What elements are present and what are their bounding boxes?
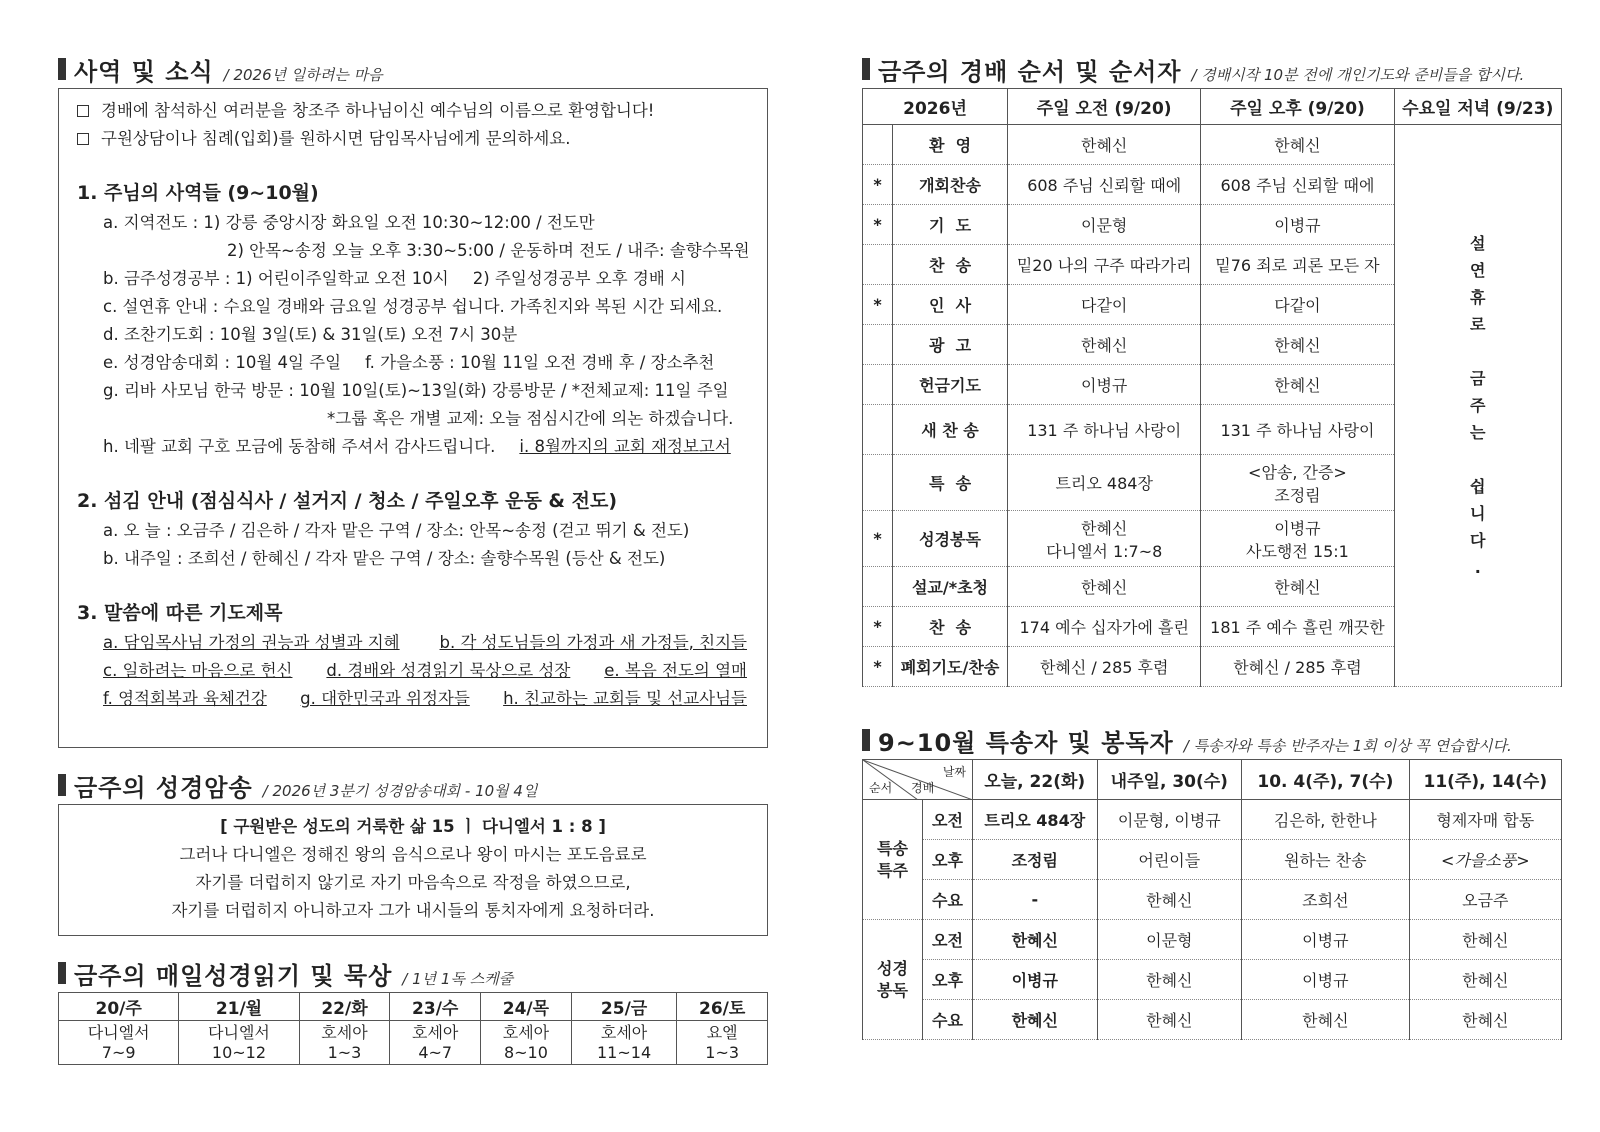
reader-cell: 한혜신 [1409,920,1561,960]
reader-cell: 한혜신 [973,1000,1098,1040]
order-item: 인 사 [893,285,1008,325]
corner-date: 날짜 [942,765,966,779]
order-am-cell: 한혜신 [1008,325,1201,365]
prayer-row: a. 담임목사님 가정의 권능과 성별과 지혜 b. 각 성도님들의 가정과 새 가정들, 친지들 [103,633,747,652]
order-am-cell: 이문형 [1008,205,1201,245]
verse-line: 그러나 다니엘은 정해진 왕의 음식으로나 왕이 마시는 포도음료로 [179,845,647,864]
order-pm-cell: 한혜신 / 285 후렴 [1201,647,1394,687]
order-item: 찬 송 [893,607,1008,647]
ministry-line: *그룹 혹은 개별 교제: 오늘 점심시간에 의논 하겠습니다. [327,409,734,428]
reader-cell: 형제자매 합동 [1409,800,1561,840]
readers-header [862,723,1562,757]
reader-cell: 어린이들 [1097,840,1242,880]
date-header: 내주일, 30(수) [1097,760,1242,800]
reading-subtitle: / 1년 1독 스케줄 [402,970,514,988]
service-line: a. 오 늘 : 오금주 / 김은하 / 각자 맡은 구역 / 장소: 안목~송정 (걷고 뛰기 & 전도) [103,521,690,540]
ministry-heading: 1. 주님의 사역들 (9~10월) [77,182,319,204]
readers-subtitle: / 특송자와 특송 반주자는 1회 이상 꼭 연습합시다. [1183,737,1512,755]
reading-cell: 호세아 1~3 [299,1021,390,1065]
order-item: 특 송 [893,455,1008,511]
reader-cell: 한혜신 [1242,1000,1410,1040]
reader-row [863,840,1562,880]
date-header: 10. 4(주), 7(수) [1242,760,1410,800]
checkbox-icon [77,105,89,117]
sunday-pm-header: 주일 오후 (9/20) [1201,89,1394,125]
order-am-cell: 174 예수 십자가에 흘린 [1008,607,1201,647]
order-pm-cell: 한혜신 [1201,567,1394,607]
order-am-cell: 이병규 [1008,365,1201,405]
order-pm-cell: 이병규 사도행전 15:1 [1201,511,1394,567]
prayer-row: c. 일하려는 마음으로 헌신 d. 경배와 성경읽기 묵상으로 성장 e. 복음 전도의 열매 [103,661,747,680]
order-item: 새 찬 송 [893,405,1008,455]
order-item: 개회찬송 [893,165,1008,205]
required-star: * [863,205,893,245]
section-marker [58,962,66,984]
required-star [863,405,893,455]
section-marker [58,774,66,796]
right-column [862,52,1562,1040]
reader-cell: 원하는 찬송 [1242,840,1410,880]
order-pm-cell: <암송, 간증> 조정림 [1201,455,1394,511]
ministry-line: c. 설연휴 안내 : 수요일 경배와 금요일 성경공부 쉽니다. 가족친지와 복된 시간 되세요. [103,297,723,316]
ministry-line: g. 리바 사모님 한국 방문 : 10월 10일(토)~13일(화) 강릉방문 / *전체교제: 11일 주일 [103,381,729,400]
news-title: 사역 및 소식 [74,58,214,86]
order-item: 환 영 [893,125,1008,165]
checkbox-icon [77,133,89,145]
required-star: * [863,647,893,687]
sunday-am-header: 주일 오전 (9/20) [1008,89,1201,125]
verse-header [58,768,768,802]
reader-cell: 한혜신 [1409,1000,1561,1040]
verse-box [58,804,768,936]
reader-cell: 이문형 [1097,920,1242,960]
readers-title: 9~10월 특송자 및 봉독자 [878,729,1174,757]
order-subtitle: / 경배시작 10분 전에 개인기도와 준비들을 합시다. [1191,66,1525,84]
order-am-cell: 한혜신 [1008,567,1201,607]
reader-cell: 한혜신 [1409,960,1561,1000]
reading-cell: 다니엘서 10~12 [179,1021,299,1065]
ministry-line: a. 지역전도 : 1) 강릉 중앙시장 화요일 오전 10:30~12:00 / 전도만 [103,213,595,232]
required-star [863,245,893,285]
prayer-row: f. 영적회복과 육체건강 g. 대한민국과 위정자들 h. 친교하는 교회들 및 선교사님들 [103,689,747,708]
reader-row [863,800,1562,840]
slot-label: 오후 [923,840,973,880]
order-item: 기 도 [893,205,1008,245]
order-item: 광 고 [893,325,1008,365]
reading-row [59,1021,768,1065]
required-star: * [863,607,893,647]
reading-title: 금주의 매일성경읽기 및 묵상 [74,962,393,990]
order-pm-cell: 131 주 하나님 사랑이 [1201,405,1394,455]
slot-label: 오전 [923,920,973,960]
order-am-cell: 한혜신 다니엘서 1:7~8 [1008,511,1201,567]
order-am-cell: 다같이 [1008,285,1201,325]
order-item: 성경봉독 [893,511,1008,567]
required-star: * [863,285,893,325]
reader-row [863,880,1562,920]
date-header: 오늘, 22(화) [973,760,1098,800]
order-pm-cell: 밑76 죄로 괴론 모든 자 [1201,245,1394,285]
reading-cell: 호세아 11~14 [571,1021,677,1065]
reader-row [863,920,1562,960]
order-am-cell: 608 주님 신뢰할 때에 [1008,165,1201,205]
reader-cell: 한혜신 [1097,880,1242,920]
required-star: * [863,165,893,205]
reader-cell: 오금주 [1409,880,1561,920]
verse-line: 자기를 더럽히지 않기로 자기 마음속으로 작정을 하였으므로, [195,873,631,892]
day-header: 21/월 [179,993,299,1021]
day-header: 26/토 [677,993,768,1021]
reader-cell: <가을소풍> [1409,840,1561,880]
day-header: 24/목 [481,993,572,1021]
order-item: 폐회기도/찬송 [893,647,1008,687]
order-table [862,88,1562,687]
order-pm-cell: 608 주님 신뢰할 때에 [1201,165,1394,205]
reading-header-row [59,993,768,1021]
ministry-line: e. 성경암송대회 : 10월 4일 주일 f. 가을소풍 : 10월 11일 오전 경배 후 / 장소추천 [103,353,715,372]
prayer-heading: 3. 말씀에 따른 기도제목 [77,602,283,624]
slot-label: 수요 [923,880,973,920]
required-star [863,125,893,165]
order-pm-cell: 다같이 [1201,285,1394,325]
reader-row [863,1000,1562,1040]
notice-item: 구원상담이나 침례(입회)를 원하시면 담임목사님에게 문의하세요. [77,125,747,153]
date-header: 11(주), 14(수) [1409,760,1561,800]
reader-cell: - [973,880,1098,920]
slot-label: 오전 [923,800,973,840]
required-star [863,567,893,607]
order-pm-cell: 한혜신 [1201,325,1394,365]
order-pm-cell: 181 주 예수 흘린 깨끗한 [1201,607,1394,647]
corner-worship: 경배 [911,781,935,795]
verse-heading: [ 구원받은 성도의 거룩한 삶 15 ㅣ 다니엘서 1 : 8 ] [220,817,606,836]
corner-order: 순서 [869,781,893,795]
reader-cell: 트리오 484장 [973,800,1098,840]
order-am-cell: 트리오 484장 [1008,455,1201,511]
section-marker [58,58,66,80]
order-am-cell: 밑20 나의 구주 따라가리 [1008,245,1201,285]
wednesday-header: 수요일 저녁 (9/23) [1394,89,1561,125]
required-star [863,455,893,511]
group-label: 성경 봉독 [863,920,923,1040]
readers-table [862,759,1562,1040]
slot-label: 오후 [923,960,973,1000]
service-line: b. 내주일 : 조희선 / 한혜신 / 각자 맡은 구역 / 장소: 솔향수목원 (등산 & 전도) [103,549,666,568]
news-header [58,52,768,86]
order-title: 금주의 경배 순서 및 순서자 [878,58,1182,86]
required-star: * [863,511,893,567]
order-item: 설교/*초청 [893,567,1008,607]
wednesday-note: 설 연 휴 로 금 주 는 쉽 니 다 . [1394,125,1561,687]
verse-subtitle: / 2026년 3분기 성경암송대회 - 10월 4일 [262,782,538,800]
ministry-line: b. 금주성경공부 : 1) 어린이주일학교 오전 10시 2) 주일성경공부 오후 경배 시 [103,269,686,288]
reading-table [58,992,768,1065]
reader-cell: 이병규 [1242,960,1410,1000]
finance-report-link: i. 8월까지의 교회 재정보고서 [519,437,731,456]
corner-cell [863,760,973,800]
slot-label: 수요 [923,1000,973,1040]
reading-header [58,956,768,990]
reader-cell: 조희선 [1242,880,1410,920]
ministry-line: h. 네팔 교회 구호 모금에 동참해 주셔서 감사드립니다. i. 8월까지의 교회 재정보고서 [103,437,731,456]
left-column [58,52,768,1065]
reader-cell: 이병규 [1242,920,1410,960]
reader-cell: 이병규 [973,960,1098,1000]
group-label: 특송 특주 [863,800,923,920]
news-box [58,88,768,748]
reader-cell: 이문형, 이병규 [1097,800,1242,840]
reader-cell: 조정림 [973,840,1098,880]
order-row [863,125,1562,165]
reader-cell: 한혜신 [973,920,1098,960]
reading-cell: 호세아 4~7 [390,1021,481,1065]
order-pm-cell: 한혜신 [1201,125,1394,165]
verse-line: 자기를 더럽히지 아니하고자 그가 내시들의 통치자에게 요청하더라. [171,901,655,920]
day-header: 20/주 [59,993,179,1021]
order-am-cell: 한혜신 [1008,125,1201,165]
news-subtitle: / 2026년 일하려는 마음 [223,66,383,84]
day-header: 25/금 [571,993,677,1021]
order-item: 헌금기도 [893,365,1008,405]
required-star [863,325,893,365]
service-heading: 2. 섬김 안내 (점심식사 / 설거지 / 청소 / 주일오후 운동 & 전도) [77,490,618,512]
order-pm-cell: 한혜신 [1201,365,1394,405]
ministry-line: 2) 안목~송정 오늘 오후 3:30~5:00 / 운동하며 전도 / 내주: 솔향수목원 [227,241,750,260]
reading-cell: 다니엘서 7~9 [59,1021,179,1065]
notice-item: 경배에 참석하신 여러분을 창조주 하나님이신 예수님의 이름으로 환영합니다! [77,97,747,125]
ministry-line: d. 조찬기도회 : 10월 3일(토) & 31일(토) 오전 7시 30분 [103,325,518,344]
order-am-cell: 한혜신 / 285 후렴 [1008,647,1201,687]
reader-cell: 한혜신 [1097,960,1242,1000]
required-star [863,365,893,405]
reading-cell: 호세아 8~10 [481,1021,572,1065]
order-header [862,52,1562,86]
reader-cell: 김은하, 한한나 [1242,800,1410,840]
order-header-row [863,89,1562,125]
section-marker [862,58,870,80]
reader-row [863,960,1562,1000]
order-item: 찬 송 [893,245,1008,285]
section-marker [862,729,870,751]
reader-cell: 한혜신 [1097,1000,1242,1040]
order-am-cell: 131 주 하나님 사랑이 [1008,405,1201,455]
day-header: 23/수 [390,993,481,1021]
year-header: 2026년 [863,89,1008,125]
readers-header-row [863,760,1562,800]
order-pm-cell: 이병규 [1201,205,1394,245]
reading-cell: 요엘 1~3 [677,1021,768,1065]
verse-title: 금주의 성경암송 [74,774,253,802]
day-header: 22/화 [299,993,390,1021]
